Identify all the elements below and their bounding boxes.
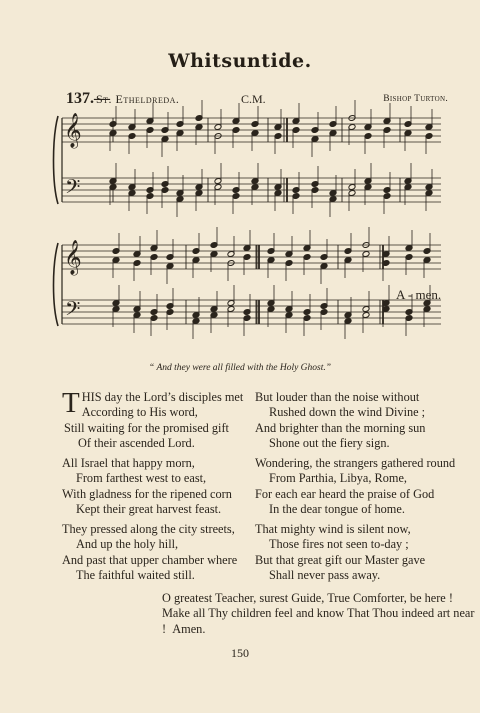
verse-line: From Parthia, Libya, Rome, — [269, 471, 407, 486]
verse-line: From farthest west to east, — [76, 471, 207, 486]
verse-line: All Israel that happy morn, — [62, 456, 195, 470]
treble-clef: 𝄞 — [64, 240, 82, 275]
verse-6 — [255, 522, 425, 584]
verse-2 — [255, 390, 425, 452]
verse-line: Still waiting for the promised gift — [64, 420, 229, 435]
verse-line: But that great gift our Master gave — [255, 552, 426, 567]
verse-line: Shone out the fiery sign. — [269, 436, 390, 451]
verse-line: Make all Thy children feel and know — [162, 606, 345, 621]
verse-1 — [62, 387, 244, 452]
drop-cap: T — [62, 387, 80, 419]
hymn-author: Bishop Turton. — [383, 94, 448, 104]
verse-line: Wondering, the strangers gathered round — [255, 456, 456, 470]
hymn-caption: “ And they were all filled with the Holy Ghost.” — [148, 363, 332, 373]
verse-line: With gladness for the ripened corn — [62, 486, 232, 501]
verse-line: Those fires not seen to-day ; — [269, 537, 409, 552]
brace — [54, 243, 59, 326]
verse-line: But louder than the noise without — [255, 390, 420, 404]
brace — [54, 116, 59, 204]
page-title: Whitsuntide. — [168, 50, 312, 72]
verse-line: They pressed along the city streets, — [62, 522, 235, 536]
verse-line: HIS day the Lord’s disciples met — [81, 390, 244, 404]
verse-line: And brighter than the morning sun — [255, 420, 426, 435]
treble-clef: 𝄞 — [64, 113, 82, 148]
verse-line: Shall never pass away. — [269, 568, 381, 583]
bass-clef: 𝄢 — [65, 175, 81, 203]
verse-4 — [255, 456, 455, 518]
verse-line: True Comforter, be here ! — [327, 591, 453, 605]
verse-line: Rushed down the wind Divine ; — [269, 405, 426, 420]
hymn-tune: St. Etheldreda. — [96, 92, 180, 106]
verse-line: For each ear heard the praise of God — [255, 486, 435, 501]
verse-line: Kept their great harvest feast. — [76, 502, 222, 517]
page-number: 150 — [231, 646, 249, 660]
verse-line: And up the holy hill, — [76, 537, 179, 552]
bass-clef: 𝄢 — [65, 297, 81, 325]
verse-line-text: That Thou indeed art near ! — [162, 606, 475, 636]
amen-text: Amen. — [172, 621, 206, 636]
verse-line: And past that upper chamber where — [62, 552, 238, 567]
verse-line: According to His word, — [81, 405, 198, 420]
verse-5 — [62, 522, 237, 584]
verse-3 — [62, 456, 232, 518]
hymn-number: 137.— — [66, 90, 110, 107]
verse-line: O greatest Teacher, surest Guide, — [162, 591, 325, 605]
verse-line: Of their ascended Lord. — [78, 436, 195, 451]
amen-lyric: A - men. — [396, 287, 442, 302]
verse-line: In the dear tongue of home. — [269, 502, 405, 517]
verse-line: The faithful waited still. — [76, 568, 195, 583]
verse-7 — [162, 591, 480, 637]
verse-line: That mighty wind is silent now, — [255, 522, 411, 536]
hymn-meter: C.M. — [241, 92, 266, 106]
